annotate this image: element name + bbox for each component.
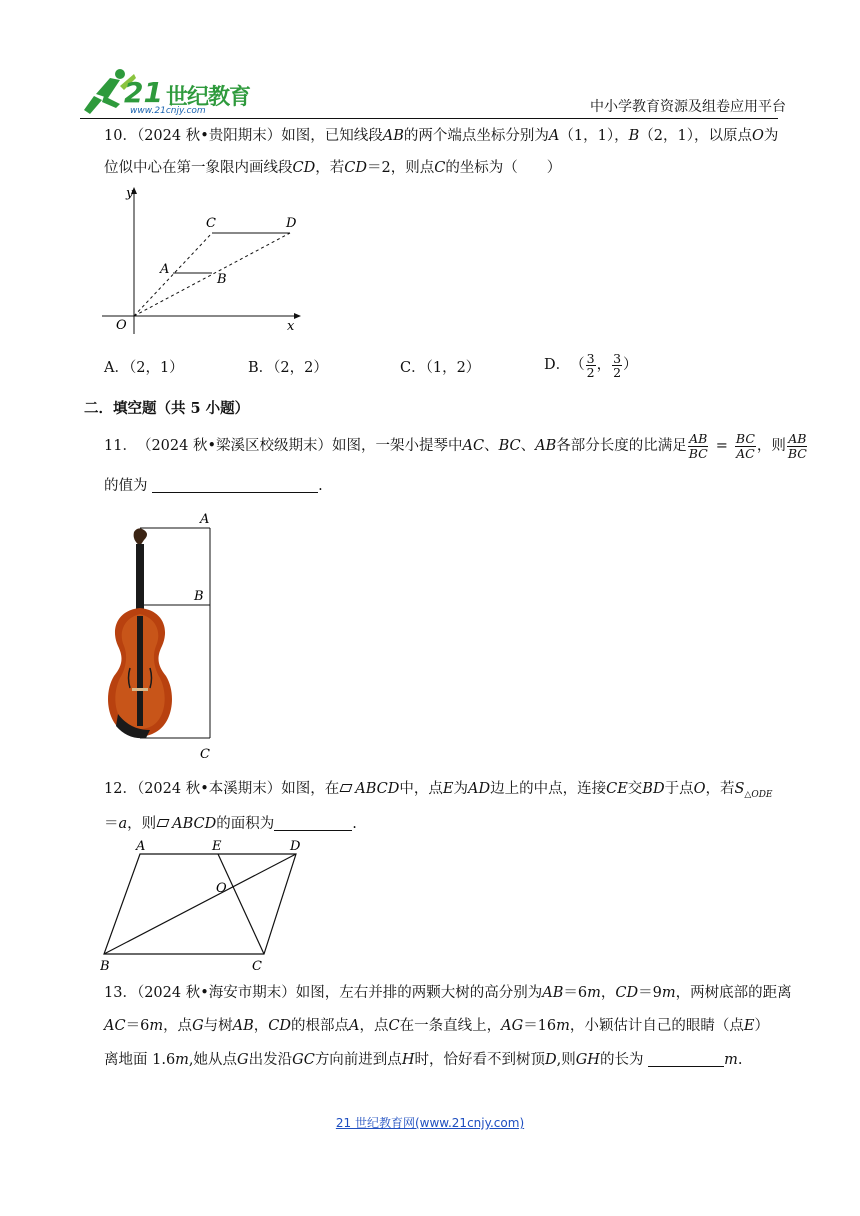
fig-b: B: [100, 959, 110, 974]
diagonal-bd: [104, 854, 296, 954]
o-label: O: [116, 318, 127, 333]
y-label: y: [126, 186, 134, 201]
violin-icon: [108, 528, 172, 738]
parallelogram-icon: [340, 784, 353, 792]
q10-option-c[interactable]: C．（1，2）: [400, 360, 481, 376]
fig-e: E: [212, 839, 222, 854]
q11-answer-blank[interactable]: [152, 478, 318, 493]
logo-number: 21: [124, 76, 163, 109]
q13-line3: 离地面 1.6m,她从点G出发沿GC方向前进到点H时，恰好看不到树顶D,则GH的长为 m.: [104, 1052, 743, 1068]
platform-name: 中小学教育资源及组卷应用平台: [590, 99, 786, 115]
fig-d: D: [290, 839, 301, 854]
q12-figure: [100, 836, 310, 976]
fig-o: O: [216, 881, 227, 896]
q11-line2: 的值为 .: [104, 478, 323, 494]
logo-brand: 世纪教育: [166, 85, 251, 110]
parallelogram-icon-2: [157, 819, 170, 827]
q13-line2: AC＝6m，点G与树AB，CD的根部点A，点C在一条直线上，AG＝16m，小颖估计自己的眼睛（点E）: [104, 1018, 769, 1034]
q12-line2: ＝a，则 ABCD的面积为 .: [104, 816, 357, 832]
ray-oc: [134, 233, 212, 316]
q10-figure: [102, 182, 308, 340]
q10-option-a[interactable]: A．（2，1）: [104, 360, 184, 376]
q11-violin-figure: [100, 508, 220, 766]
q10-option-b[interactable]: B．（2，2）: [248, 360, 328, 376]
c-label: C: [206, 216, 216, 231]
violin-b-label: B: [194, 589, 204, 604]
q10-line1: 10．（2024 秋•贵阳期末）如图，已知线段AB的两个端点坐标分别为A（1，1），B（2，1），以原点O为: [104, 128, 779, 144]
x-label: x: [287, 319, 295, 334]
fig-c: C: [252, 959, 262, 974]
q10-line2: 位似中心在第一象限内画线段CD，若CD＝2，则点C的坐标为（ ）: [104, 160, 562, 176]
q11-line1: 11． （2024 秋•梁溪区校级期末） 如图，一架小提琴中 AC 、 BC 、 AB 各部分长度的比满足 $\frac{AB}{BC}$ = $\frac{BC}{AC}$ ，则 $\frac{AB}{BC}$: [104, 431, 807, 461]
a-label: A: [160, 262, 170, 277]
footer-link[interactable]: 21 世纪教育网(www.21cnjy.com): [335, 1116, 525, 1130]
header-rule: [80, 118, 778, 119]
section2-title: 二．填空题（共 5 小题）: [84, 400, 250, 417]
q12-answer-blank[interactable]: [274, 816, 352, 831]
b-label: B: [217, 272, 227, 287]
q13-answer-blank[interactable]: [648, 1052, 724, 1067]
header-logo: [80, 66, 250, 118]
d-label: D: [286, 216, 297, 231]
ray-od: [134, 233, 290, 316]
segment-ce: [218, 854, 264, 954]
logo-url: www.21cnjy.com: [130, 106, 206, 116]
q10-option-d[interactable]: D． （ $\frac{3}{2}$ ， $\frac{3}{2}$ ）: [544, 351, 638, 381]
q13-line1: 13．（2024 秋•海安市期末）如图，左右并排的两颗大树的高分别为AB＝6m，CD＝9m，两树底部的距离: [104, 985, 792, 1001]
violin-c-label: C: [200, 747, 210, 762]
q12-line1: 12．（2024 秋•本溪期末）如图，在 ABCD中，点E为AD边上的中点，连接CE交BD于点O，若$S_{\triangle ODE}$: [104, 781, 773, 800]
violin-a-label: A: [200, 512, 210, 527]
fig-a: A: [136, 839, 146, 854]
